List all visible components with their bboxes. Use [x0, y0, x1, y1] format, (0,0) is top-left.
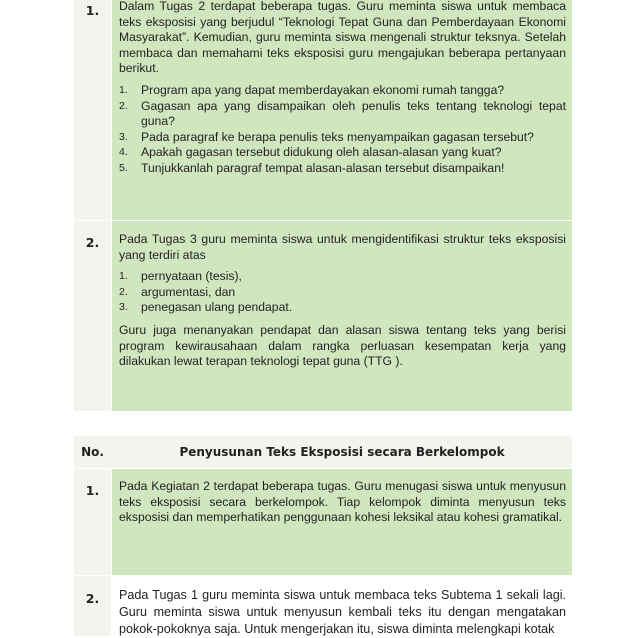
cell-text — [119, 232, 566, 370]
table1-row-2 — [74, 221, 572, 411]
table1-row-1 — [74, 0, 572, 220]
header-title: Penyusunan Teks Eksposisi secara Berkelompok — [179, 445, 505, 459]
list-item: 1. Program apa yang dapat memberdayakan ekonomi rumah tangga? — [119, 82, 505, 97]
row-number-cell — [74, 576, 111, 636]
paragraph-outro: Guru juga menanyakan pendapat dan alasan siswa tentang teks yang berisi program kewirausahaan dalam rangka perluasan kesempatan kerja yang dilakukan lewat terapan teknologi tepat guna (TTG ). — [119, 322, 566, 369]
content-cell — [112, 0, 572, 220]
content-cell — [112, 469, 572, 575]
list-item: 2. Gagasan apa yang disampaikan oleh penulis teks tentang teknologi tepat guna? — [119, 98, 566, 129]
row-number: 2. — [85, 591, 100, 606]
row-number-cell — [74, 221, 111, 411]
table2-row-2 — [74, 576, 572, 636]
row-number: 2. — [85, 235, 100, 250]
list-item: 4. Apakah gagasan tersebut didukung oleh alasan-alasan yang kuat? — [119, 145, 502, 160]
list-item: 3. Pada paragraf ke berapa penulis teks menyampaikan gagasan tersebut? — [119, 129, 534, 144]
table2-row-1 — [74, 469, 572, 575]
list-item: 3. penegasan ulang pendapat. — [119, 300, 293, 315]
content-cell — [112, 576, 572, 636]
row-number-cell — [74, 0, 111, 220]
row-number: 1. — [85, 483, 100, 498]
row-number-cell — [74, 469, 111, 575]
structure-list — [119, 269, 566, 316]
cell-text — [119, 0, 566, 177]
list-item: 5. Tunjukkanlah paragraf tempat alasan-alasan tersebut disampaikan! — [119, 160, 505, 175]
list-item: 1. pernyataan (tesis), — [119, 269, 242, 284]
question-list — [119, 83, 566, 177]
paragraph-intro: Pada Tugas 3 guru meminta siswa untuk mengidentifikasi struktur teks eksposisi yang terdiri atas — [119, 232, 566, 262]
content-cell — [112, 221, 572, 411]
cell-text: Pada Kegiatan 2 terdapat beberapa tugas. Guru menugasi siswa untuk menyusun teks eksposisi secara berkelompok. Tiap kelompok diminta menyusun teks eksposisi dan memperhatikan penggunaan kohesi leksikal atau kohesi gramatikal. — [119, 479, 566, 525]
row-number: 1. — [85, 3, 100, 18]
header-no: No. — [81, 445, 104, 459]
paragraph-intro: Dalam Tugas 2 terdapat beberapa tugas. Guru meminta siswa untuk membaca teks eksposisi yang berjudul “Teknologi Tepat Guna dan Pemberdayaan Ekonomi Masyarakat”. Kemudian, guru meminta siswa mengenali struktur teksnya. Setelah membaca dan memahami teks eksposisi guru mengajukan beberapa pertanyaan berikut. — [119, 0, 566, 76]
list-item: 2. argumentasi, dan — [119, 284, 236, 299]
cell-text: Pada Tugas 1 guru meminta siswa untuk membaca teks Subtema 1 sekali lagi. Guru meminta siswa untuk menyusun kembali teks itu dengan mengatakan pokok-pokoknya saja. Untuk mengerjakan itu, siswa diminta melengkapi kotak — [119, 588, 566, 636]
table2-header — [74, 436, 572, 468]
